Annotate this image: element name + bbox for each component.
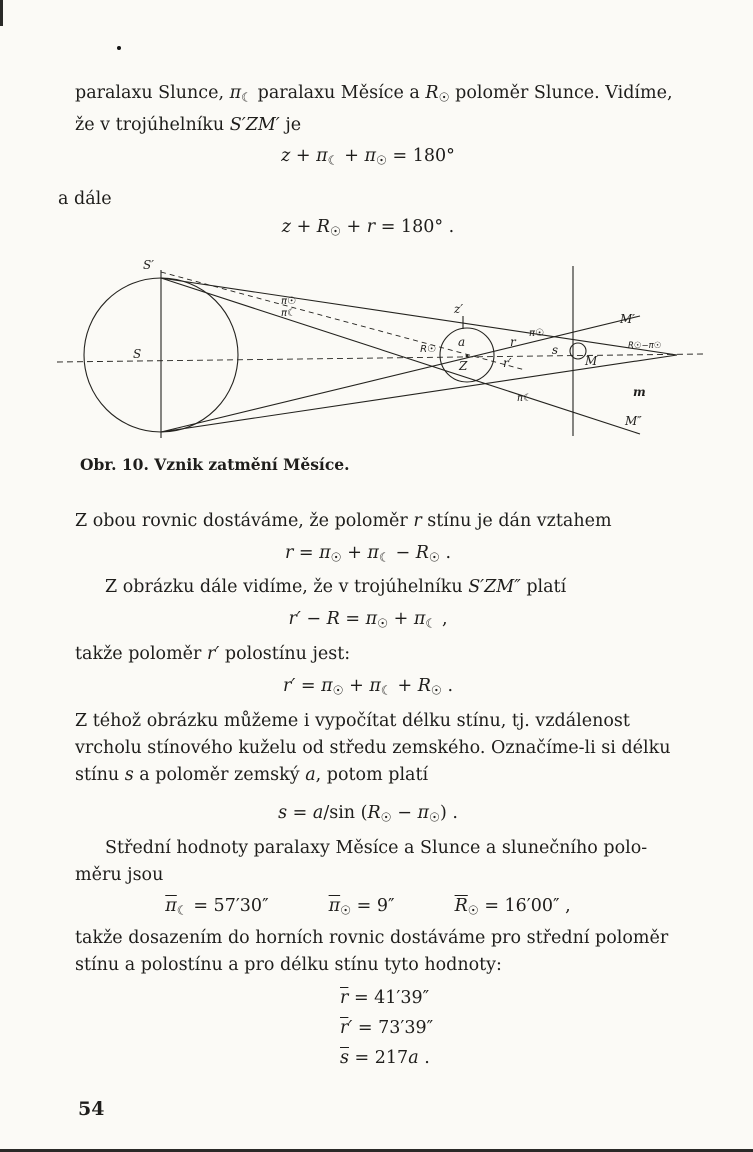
label-m-double-prime: M″	[625, 414, 642, 428]
label-s: S	[133, 347, 142, 361]
math-var: S′ZM″	[468, 577, 521, 597]
label-r-minus-pi: R☉−π☉	[628, 341, 662, 351]
equation-mean-values	[0, 893, 736, 924]
math-var: a	[408, 1048, 419, 1068]
math-op: +	[340, 217, 367, 237]
math-op: =	[293, 543, 320, 563]
label-a: a	[458, 335, 466, 349]
math-var-bar: $\overline{\pi}$	[165, 896, 177, 916]
math-var: R	[425, 83, 439, 103]
math-var-bar: $\overline{r}$	[340, 988, 349, 1008]
page-number: 54	[78, 1098, 105, 1120]
sun-symbol: ☉	[430, 683, 442, 698]
math-op: = 16′00″ ,	[478, 896, 571, 916]
label-m-lower: m	[633, 385, 646, 399]
result-penumbra-radius	[340, 1013, 433, 1043]
math-var: π	[319, 543, 331, 563]
paragraph-results-intro	[75, 925, 720, 979]
label-r-prime: r′	[503, 356, 512, 370]
math-op: ) .	[439, 803, 458, 823]
math-var: r′	[206, 644, 220, 664]
text-run: Střední hodnoty paralaxy Měsíce a Slunce a slunečního polo-	[105, 838, 648, 858]
math-var: r	[366, 217, 376, 237]
mean-pi-moon	[165, 893, 268, 924]
text-run: poloměr Slunce. Vidíme,	[449, 83, 673, 103]
text-run: že v trojúhelníku	[75, 114, 230, 135]
label-s-prime: S′	[143, 258, 154, 272]
text-run: Z obrázku dále vidíme, že v trojúhelníku	[105, 577, 469, 597]
moon-symbol: ☾	[378, 550, 390, 565]
sun-symbol: ☉	[332, 683, 344, 698]
label-s-distance: s	[551, 343, 558, 357]
sun-symbol: ☉	[428, 810, 440, 825]
text-run: takže poloměr	[75, 644, 207, 664]
math-var: π	[413, 609, 426, 629]
equation-shadow-length	[0, 800, 736, 831]
math-op: /sin (	[323, 803, 368, 823]
math-op: =	[339, 609, 366, 629]
text-run: Z téhož obrázku můžeme i vypočítat délku stínu, tj. vzdálenost	[75, 711, 630, 731]
math-var: a	[305, 765, 316, 785]
text-run: polostínu jest:	[219, 644, 351, 664]
math-op: .	[439, 543, 452, 563]
text-run: , potom platí	[315, 765, 429, 785]
math-var: π	[369, 676, 381, 696]
prime-mark: ′	[348, 1018, 353, 1038]
math-op: −	[300, 609, 327, 629]
math-var: R	[316, 217, 330, 237]
math-op: +	[391, 676, 418, 696]
math-op: .	[418, 1048, 430, 1068]
label-z: Z	[459, 359, 468, 373]
math-var-bar: $\overline{s}$	[340, 1048, 349, 1068]
text-run: platí	[520, 577, 567, 597]
sun-symbol: ☉	[467, 903, 479, 918]
moon-symbol: ☾	[327, 153, 339, 168]
equation-umbra-radius	[0, 540, 736, 571]
text-run: a dále	[58, 189, 112, 209]
math-var: s	[278, 803, 288, 823]
moon-symbol: ☾	[241, 90, 253, 105]
math-var: π	[365, 609, 378, 629]
math-var: r′	[288, 609, 301, 629]
moon-symbol: ☾	[380, 683, 392, 698]
result-umbra-radius	[340, 983, 433, 1013]
sun-symbol: ☉	[438, 90, 450, 105]
math-var: π	[367, 543, 379, 563]
text-run: a poloměr zemský	[133, 765, 306, 785]
math-op: −	[389, 543, 416, 563]
label-pi-sun-left: π☉	[281, 296, 296, 307]
umbra-top-line	[161, 278, 677, 355]
math-var: S′ZM′	[229, 114, 280, 135]
text-run: stínu	[75, 765, 125, 785]
math-var: r	[413, 511, 422, 531]
math-op: =	[295, 676, 322, 696]
text-run: takže dosazením do horních rovnic dostáváme pro střední poloměr	[75, 928, 669, 948]
sun-symbol: ☉	[329, 224, 341, 239]
math-op: = 41′39″	[348, 988, 430, 1008]
math-op: ,	[436, 609, 448, 629]
connector-text	[58, 186, 112, 213]
text-run: stínu a polostínu a pro délku stínu tyto hodnoty:	[75, 955, 502, 975]
label-pi-moon-left: π☾	[281, 308, 296, 319]
earth-center-dot	[466, 355, 469, 358]
text-run: Z obou rovnic dostáváme, že poloměr	[75, 511, 414, 531]
math-op: −	[391, 803, 418, 823]
math-var-bar: $\overline{r}$	[340, 1018, 349, 1038]
math-var: R	[367, 803, 381, 823]
penumbra-ascending-line	[161, 316, 640, 432]
label-pi-moon-right: π☾	[517, 393, 532, 404]
text-run: měru jsou	[75, 865, 164, 885]
math-op: +	[343, 676, 370, 696]
scan-artifact-left-edge	[0, 0, 3, 26]
math-op: = 217	[348, 1048, 409, 1068]
scan-artifact-dot	[117, 46, 121, 50]
sun-symbol: ☉	[330, 550, 342, 565]
sun-symbol: ☉	[340, 903, 352, 918]
mean-pi-sun	[329, 893, 395, 924]
label-pi-sun-right: π☉	[529, 328, 544, 339]
math-var-bar: $\overline{R}$	[454, 896, 468, 916]
math-op: = 73′39″	[352, 1018, 434, 1038]
math-op: +	[388, 609, 414, 629]
math-var: z	[281, 146, 291, 166]
moon-symbol: ☾	[425, 616, 437, 631]
math-op: +	[341, 543, 368, 563]
sprime-to-z-line	[161, 272, 525, 370]
sun-symbol: ☉	[375, 153, 387, 168]
label-m-prime: M′	[620, 312, 636, 326]
paragraph-shadow-length	[75, 708, 720, 789]
sun-symbol: ☉	[377, 616, 389, 631]
math-var: r′	[282, 676, 296, 696]
math-op: = 9″	[351, 896, 395, 916]
moon-circle	[570, 343, 586, 359]
equation-angle-sum-2	[0, 214, 736, 245]
math-var: R	[415, 543, 429, 563]
label-z-prime: z′	[454, 302, 464, 316]
math-op: = 57′30″	[187, 896, 269, 916]
text-run: paralaxu Slunce,	[75, 83, 230, 103]
text-run: vrcholu stínového kuželu od středu zemského. Označíme-li si délku	[75, 738, 671, 758]
math-var: s	[124, 765, 134, 785]
result-shadow-length	[340, 1043, 433, 1073]
equation-penumbra-relation	[0, 606, 736, 637]
math-var-bar: $\overline{\pi}$	[328, 896, 341, 916]
results-block	[340, 983, 433, 1073]
math-var: R	[326, 609, 340, 629]
paragraph-umbra-radius	[75, 508, 720, 535]
math-op: .	[441, 676, 454, 696]
math-op: = 180° .	[375, 217, 455, 237]
math-op: =	[287, 803, 313, 823]
math-op: +	[290, 146, 317, 166]
text-run: je	[279, 114, 302, 135]
paragraph-penumbra-radius	[75, 641, 720, 668]
mean-r-sun	[455, 893, 571, 924]
figure-caption: Obr. 10. Vznik zatmění Měsíce.	[80, 455, 350, 474]
sun-symbol: ☉	[428, 550, 440, 565]
math-var: π	[364, 146, 376, 166]
math-op: +	[291, 217, 317, 237]
moon-symbol: ☾	[176, 903, 188, 918]
paragraph-mean-values	[75, 835, 720, 889]
math-var: z	[281, 217, 291, 237]
paragraph-triangle	[75, 574, 720, 601]
math-var: π	[229, 83, 242, 103]
text-run: stínu je dán vztahem	[421, 511, 612, 531]
equation-angle-sum-1	[0, 143, 736, 174]
label-m: M	[585, 354, 598, 368]
figure-10-diagram	[55, 252, 715, 447]
math-var: a	[312, 803, 324, 823]
equation-penumbra-radius	[0, 673, 736, 704]
label-r: r	[510, 335, 516, 349]
label-r-sun: R☉	[420, 344, 436, 355]
paragraph-intro	[75, 80, 720, 139]
math-op: +	[338, 146, 365, 166]
math-var: r	[284, 543, 294, 563]
text-run: paralaxu Měsíce a	[252, 83, 426, 103]
axis-line	[57, 354, 703, 362]
math-var: R	[417, 676, 431, 696]
math-op: = 180°	[386, 146, 455, 166]
math-var: π	[417, 803, 429, 823]
math-var: π	[316, 146, 328, 166]
math-var: π	[321, 676, 333, 696]
sun-symbol: ☉	[380, 810, 392, 825]
